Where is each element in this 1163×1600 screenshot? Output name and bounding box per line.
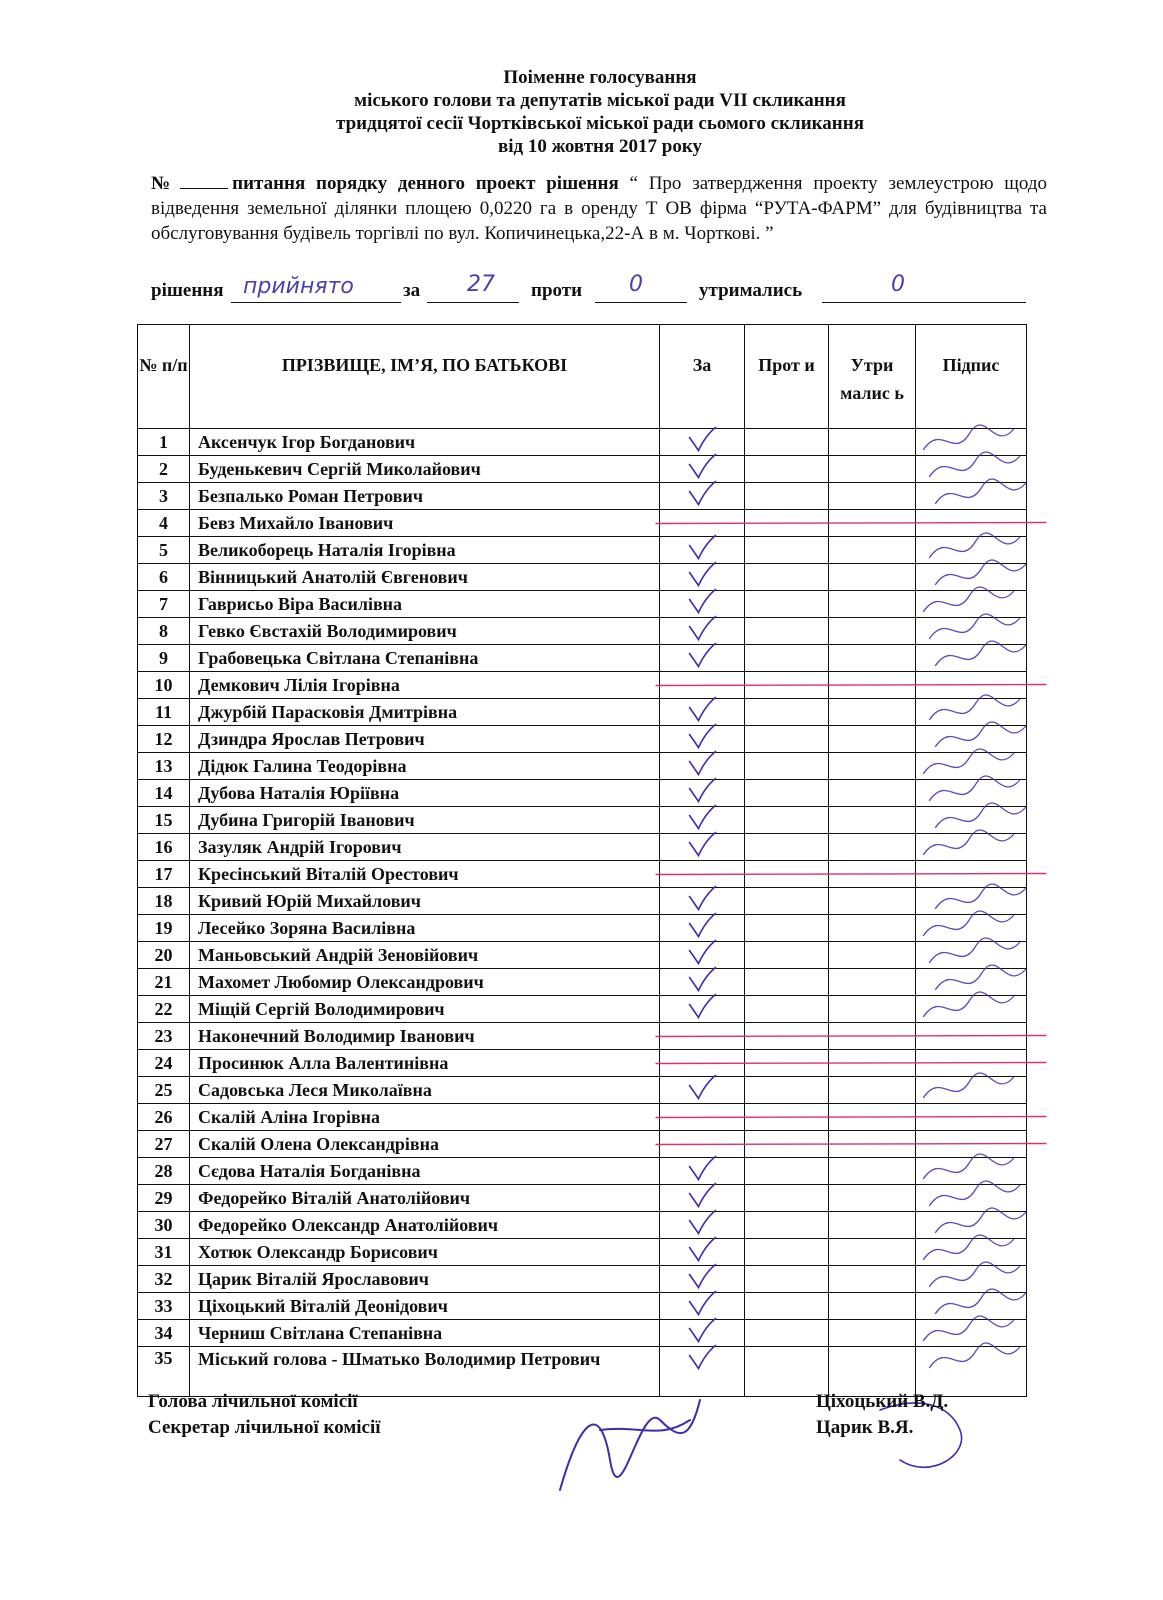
row-number: 15 [138, 807, 190, 834]
check-mark-icon [690, 779, 716, 802]
row-number: 4 [138, 510, 190, 537]
row-name: Черниш Світлана Степанівна [190, 1320, 660, 1347]
row-number: 5 [138, 537, 190, 564]
check-mark-icon [690, 833, 716, 856]
absent-strike-line [656, 874, 1047, 875]
signature-scribble [930, 452, 1020, 477]
signature-scribble [930, 938, 1020, 963]
signature-scribble [924, 911, 1014, 936]
signature-scribble [924, 1316, 1014, 1341]
row-number: 8 [138, 618, 190, 645]
check-mark-icon [690, 914, 716, 937]
doc-subtitle-session: тридцятої сесії Чортківської міської ради сьомого скликання [336, 113, 864, 134]
row-name: Дубина Григорій Іванович [190, 807, 660, 834]
row-name: Сєдова Наталія Богданівна [190, 1158, 660, 1185]
row-name: Кресінський Віталій Орестович [190, 861, 660, 888]
abstain-label: утримались [699, 280, 803, 301]
row-name: Джурбій Парасковія Дмитрівна [190, 699, 660, 726]
for-label: за [403, 280, 421, 301]
absent-strike-line [656, 1117, 1047, 1118]
row-name: Гаврисьо Віра Василівна [190, 591, 660, 618]
check-mark-icon [690, 1292, 716, 1315]
check-mark-icon [690, 968, 716, 991]
row-name: Маньовський Андрій Зеновійович [190, 942, 660, 969]
row-name: Бевз Михайло Іванович [190, 510, 660, 537]
row-name: Дзиндра Ярослав Петрович [190, 726, 660, 753]
absent-strike-line [656, 1063, 1047, 1064]
row-name: Просинюк Алла Валентинівна [190, 1050, 660, 1077]
row-number: 30 [138, 1212, 190, 1239]
check-mark-icon [690, 617, 716, 640]
row-number: 29 [138, 1185, 190, 1212]
header-number: № п/п [138, 325, 190, 429]
header-name: ПРІЗВИЩЕ, ІМ’Я, ПО БАТЬКОВІ [190, 325, 660, 429]
signature-scribble [924, 1154, 1014, 1179]
row-name: Демкович Лілія Ігорівна [190, 672, 660, 699]
check-mark-icon [690, 428, 716, 451]
row-number: 9 [138, 645, 190, 672]
doc-subtitle-council: міського голови та депутатів міської ради VІІ скликання [354, 90, 846, 111]
signature-scribble [930, 533, 1020, 558]
check-mark-icon [690, 1184, 716, 1207]
check-mark-icon [690, 590, 716, 613]
check-mark-icon [690, 698, 716, 721]
row-name: Скалій Олена Олександрівна [190, 1131, 660, 1158]
chair-name: Ціхоцький В.Д. [816, 1391, 949, 1412]
signature-scribble [936, 722, 1026, 747]
row-number: 3 [138, 483, 190, 510]
signature-scribble [924, 587, 1014, 612]
secretary-name: Царик В.Я. [816, 1417, 914, 1438]
row-name: Великоборець Наталія Ігорівна [190, 537, 660, 564]
row-number: 35 [138, 1347, 190, 1397]
signature-scribble [924, 830, 1014, 855]
signature-scribble [936, 479, 1026, 504]
row-name: Хотюк Олександр Борисович [190, 1239, 660, 1266]
row-name: Кривий Юрій Михайлович [190, 888, 660, 915]
row-number: 16 [138, 834, 190, 861]
signature-scribble [930, 614, 1020, 639]
signature-scribble [924, 749, 1014, 774]
row-name: Міщій Сергій Володимирович [190, 996, 660, 1023]
signature-scribble [936, 1289, 1026, 1314]
signature-scribble [930, 776, 1020, 801]
signature-scribble [930, 1262, 1020, 1287]
row-number: 10 [138, 672, 190, 699]
row-number: 34 [138, 1320, 190, 1347]
check-mark-icon [690, 1319, 716, 1342]
row-name: Федорейко Віталій Анатолійович [190, 1185, 660, 1212]
check-mark-icon [690, 644, 716, 667]
signature-scribble [936, 641, 1026, 666]
row-name: Грабовецька Світлана Степанівна [190, 645, 660, 672]
check-mark-icon [690, 1346, 716, 1369]
row-name: Ціхоцький Віталій Деонідович [190, 1293, 660, 1320]
doc-date: від 10 жовтня 2017 року [497, 136, 703, 157]
row-number: 33 [138, 1293, 190, 1320]
row-number: 13 [138, 753, 190, 780]
row-name: Міський голова - Шматько Володимир Петрович [190, 1347, 660, 1397]
decision-value-handwritten: прийнято [243, 274, 354, 299]
row-number: 6 [138, 564, 190, 591]
signature-scribble [936, 560, 1026, 585]
row-number: 23 [138, 1023, 190, 1050]
doc-title: Поіменне голосування [503, 67, 697, 88]
check-mark-icon [690, 752, 716, 775]
signature-scribble [936, 884, 1026, 909]
row-number: 1 [138, 429, 190, 456]
check-mark-icon [690, 563, 716, 586]
row-number: 11 [138, 699, 190, 726]
absent-strike-line [656, 523, 1047, 524]
signature-scribble [936, 965, 1026, 990]
row-name: Садовська Леся Миколаївна [190, 1077, 660, 1104]
row-number: 17 [138, 861, 190, 888]
check-mark-icon [690, 482, 716, 505]
signature-scribble [924, 1073, 1014, 1098]
abstain-value-handwritten: 0 [891, 272, 905, 297]
row-name: Аксенчук Ігор Богданович [190, 429, 660, 456]
row-name: Царик Віталій Ярославович [190, 1266, 660, 1293]
check-mark-icon [690, 536, 716, 559]
signature-scribble [924, 1235, 1014, 1260]
check-mark-icon [690, 455, 716, 478]
against-value-handwritten: 0 [629, 272, 643, 297]
check-mark-icon [690, 887, 716, 910]
row-number: 18 [138, 888, 190, 915]
commission-signature-scribble [560, 1400, 700, 1490]
absent-strike-line [656, 1036, 1047, 1037]
signature-scribble [924, 425, 1014, 450]
check-mark-icon [690, 995, 716, 1018]
against-label: проти [531, 280, 583, 301]
chair-label: Голова лічильної комісії [148, 1391, 358, 1412]
row-number: 12 [138, 726, 190, 753]
check-mark-icon [690, 725, 716, 748]
row-name: Наконечний Володимир Іванович [190, 1023, 660, 1050]
check-mark-icon [690, 941, 716, 964]
row-name: Гевко Євстахій Володимирович [190, 618, 660, 645]
row-number: 26 [138, 1104, 190, 1131]
row-name: Дідюк Галина Теодорівна [190, 753, 660, 780]
row-name: Махомет Любомир Олександрович [190, 969, 660, 996]
check-mark-icon [690, 806, 716, 829]
check-mark-icon [690, 1157, 716, 1180]
agenda-question-label: питання порядку денного проект рішення [232, 173, 619, 194]
row-number: 22 [138, 996, 190, 1023]
agenda-number-label: № [151, 173, 177, 194]
row-number: 32 [138, 1266, 190, 1293]
row-number: 19 [138, 915, 190, 942]
signature-scribble [924, 992, 1014, 1017]
check-mark-icon [690, 1265, 716, 1288]
row-number: 24 [138, 1050, 190, 1077]
row-name: Дубова Наталія Юріївна [190, 780, 660, 807]
header-signature: Підпис [916, 325, 1027, 429]
check-mark-icon [690, 1238, 716, 1261]
row-number: 7 [138, 591, 190, 618]
row-number: 27 [138, 1131, 190, 1158]
decision-label: рішення [151, 280, 224, 301]
header-abstain: Утри малис ь [829, 325, 916, 429]
row-number: 25 [138, 1077, 190, 1104]
for-value-handwritten: 27 [467, 272, 495, 297]
row-name: Скалій Аліна Ігорівна [190, 1104, 660, 1131]
row-name: Лесейко Зоряна Василівна [190, 915, 660, 942]
row-number: 20 [138, 942, 190, 969]
row-name: Буденькевич Сергій Миколайович [190, 456, 660, 483]
signature-scribble [930, 695, 1020, 720]
row-name: Вінницький Анатолій Євгенович [190, 564, 660, 591]
check-mark-icon [690, 1076, 716, 1099]
row-name: Федорейко Олександр Анатолійович [190, 1212, 660, 1239]
row-number: 14 [138, 780, 190, 807]
signature-scribble [930, 1181, 1020, 1206]
header-for: За [660, 325, 745, 429]
agenda-text: “ Про затвердження проекту землеустрою щодо відведення земельної ділянки площею 0,0220 га в оренду Т ОВ фірма “РУТА-ФАРМ” для будівництва та обслуговування будівель торгівлі по вул. Копичинецька,22-А в м. Чорткові. ” [151, 173, 1048, 244]
check-mark-icon [690, 1211, 716, 1234]
row-number: 31 [138, 1239, 190, 1266]
row-name: Безпалько Роман Петрович [190, 483, 660, 510]
absent-strike-line [656, 1144, 1047, 1145]
signature-scribble [936, 803, 1026, 828]
row-number: 21 [138, 969, 190, 996]
row-name: Зазуляк Андрій Ігорович [190, 834, 660, 861]
absent-strike-line [656, 685, 1047, 686]
signature-scribble [936, 1208, 1026, 1233]
row-number: 2 [138, 456, 190, 483]
header-against: Прот и [745, 325, 829, 429]
signature-scribble [930, 1343, 1020, 1368]
row-number: 28 [138, 1158, 190, 1185]
secretary-label: Секретар лічильної комісії [148, 1417, 381, 1438]
